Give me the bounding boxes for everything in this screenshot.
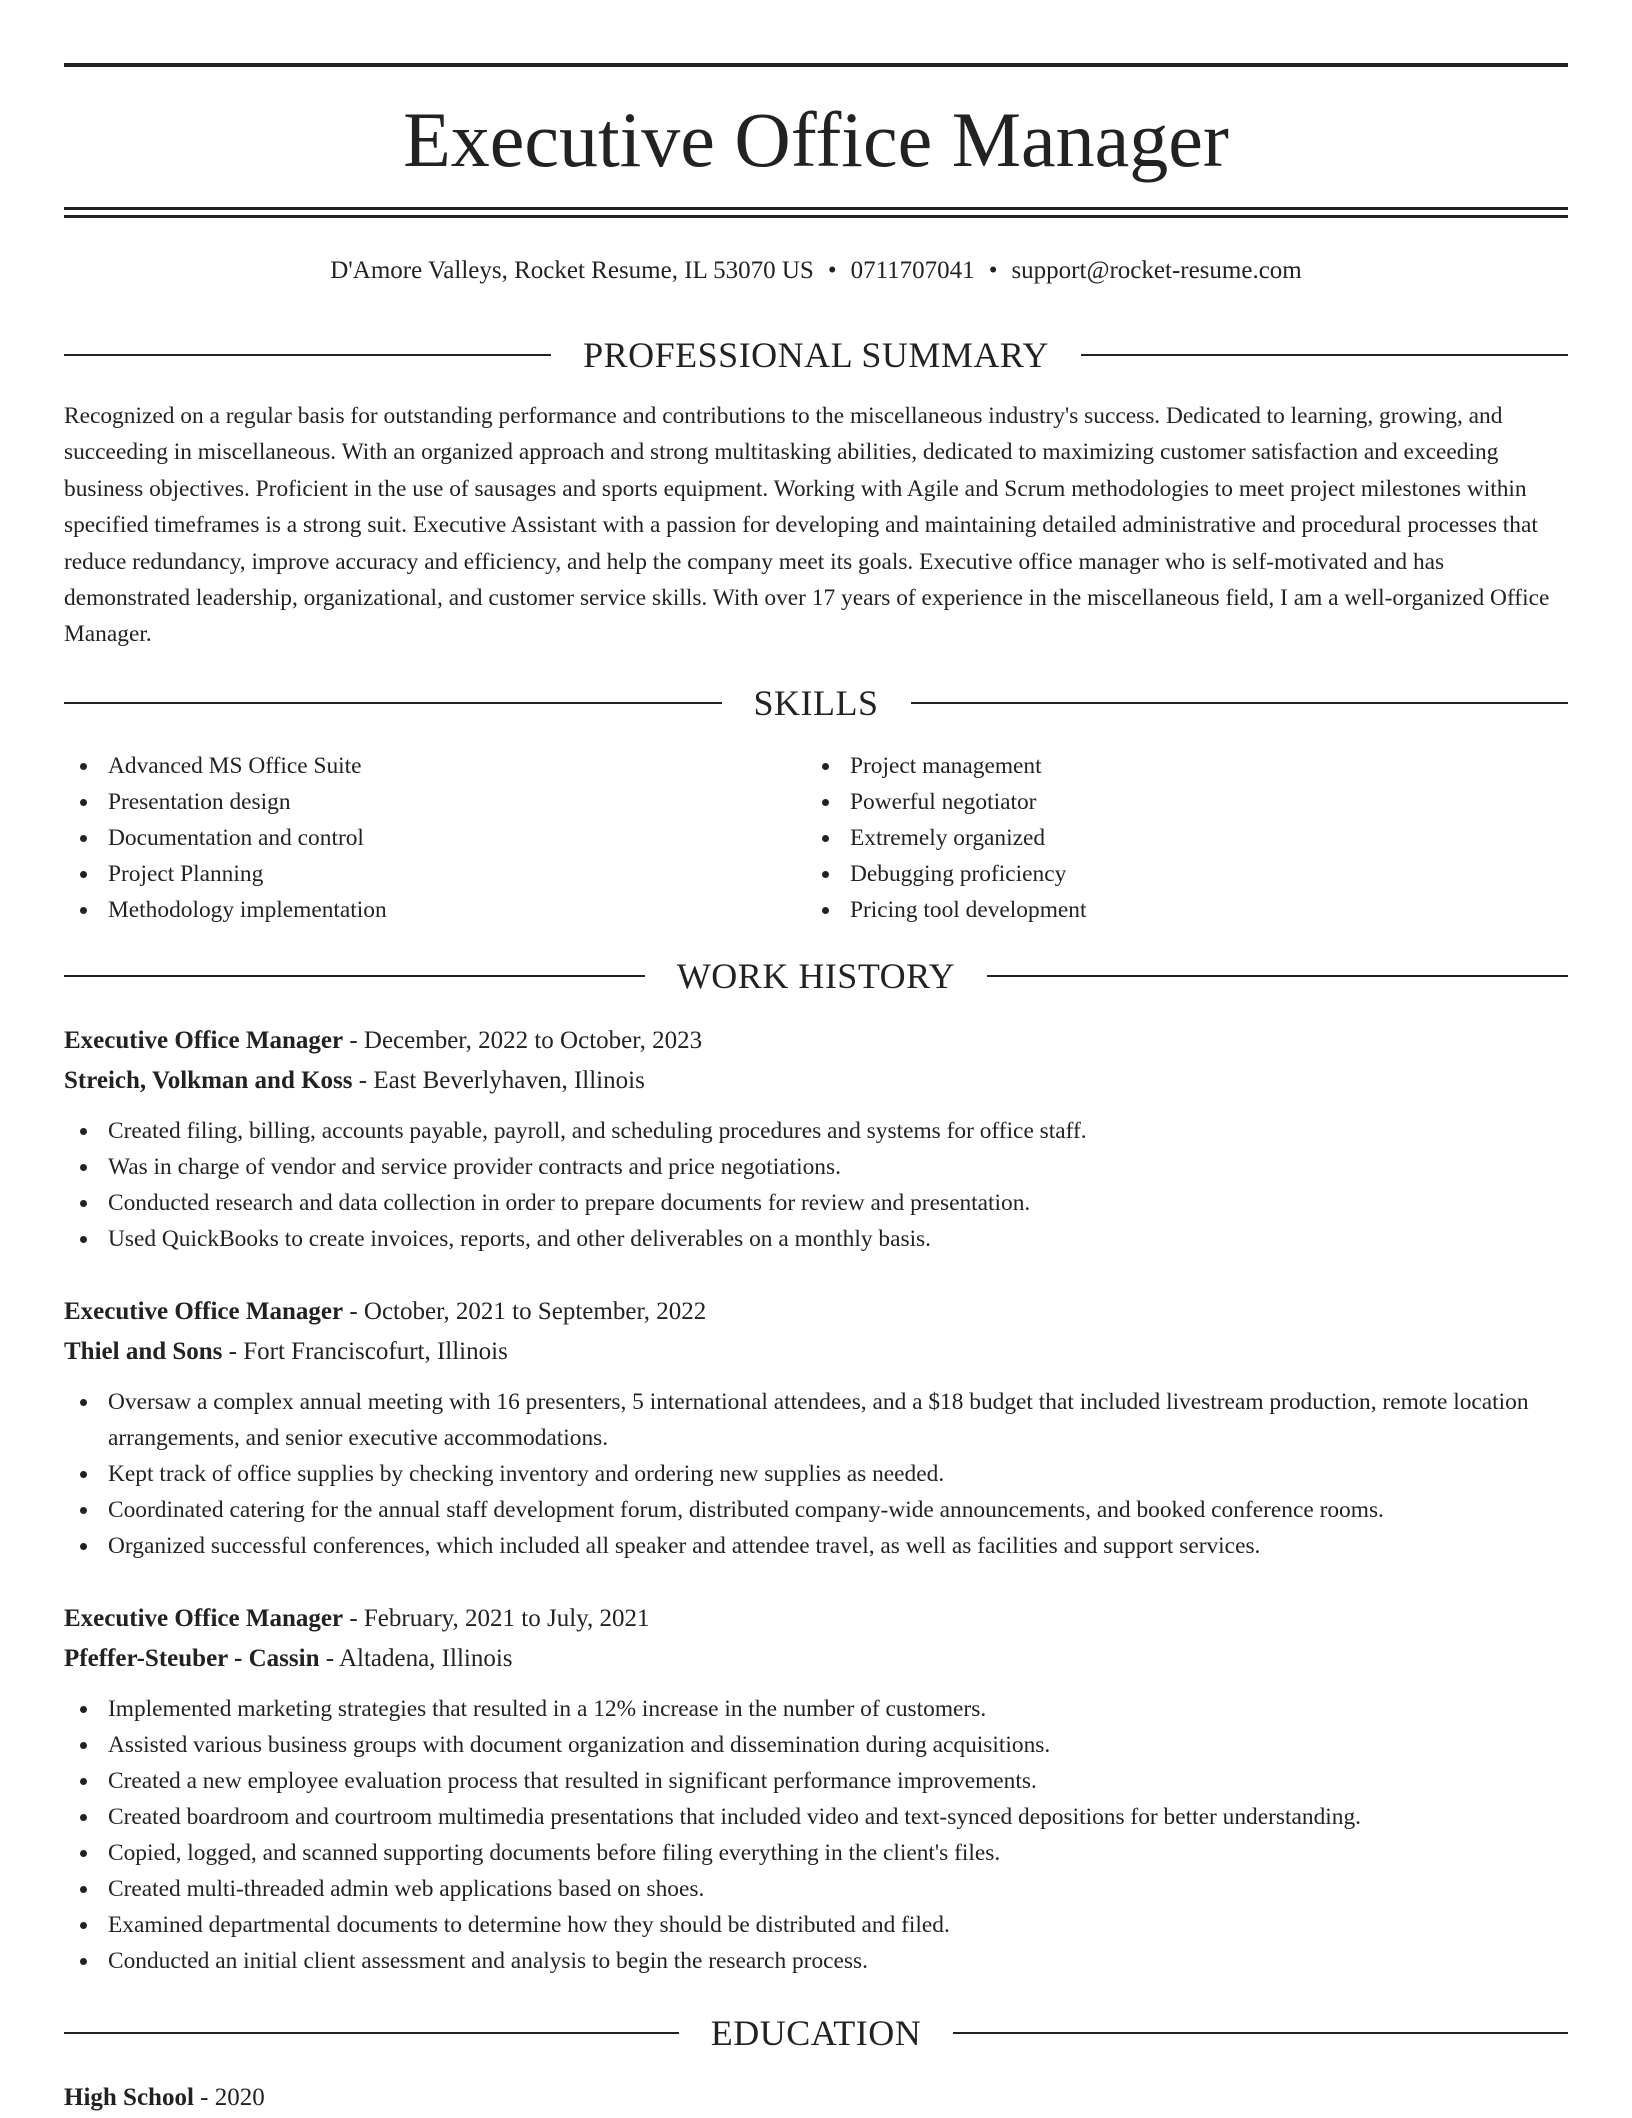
job-dates: - February, 2021 to July, 2021 <box>343 1605 650 1632</box>
education-section-heading <box>64 2011 1568 2055</box>
job-title-line <box>64 1599 1568 1639</box>
job-bullet: Created a new employee evaluation process that resulted in significant performance improvements. <box>64 1763 1568 1799</box>
heading-rule-left <box>64 2032 679 2034</box>
heading-rule-right <box>953 2032 1568 2034</box>
skills-list-left <box>64 748 764 928</box>
job-title: Executive Office Manager <box>64 1605 344 1632</box>
skill-item: Extremely organized <box>806 820 1506 856</box>
job-company: Thiel and Sons <box>64 1338 223 1365</box>
job-bullet: Implemented marketing strategies that resulted in a 12% increase in the number of customers. <box>64 1691 1568 1727</box>
job-company: Streich, Volkman and Koss <box>64 1067 353 1094</box>
job-title-line <box>64 1021 1568 1061</box>
job-bullet: Examined departmental documents to determine how they should be distributed and filed. <box>64 1907 1568 1943</box>
job-bullets <box>64 1384 1568 1564</box>
job-bullet: Used QuickBooks to create invoices, reports, and other deliverables on a monthly basis. <box>64 1221 1568 1257</box>
work-heading: WORK HISTORY <box>676 956 956 996</box>
job-entry <box>64 1599 1568 1979</box>
contact-address: D'Amore Valleys, Rocket Resume, IL 53070 US <box>330 257 814 284</box>
resume-name: Executive Office Manager <box>403 96 1229 183</box>
header-bottom-rule-2 <box>64 215 1568 218</box>
contact-separator: • <box>988 257 998 284</box>
header-top-rule <box>64 63 1568 67</box>
contact-phone: 0711707041 <box>850 257 975 284</box>
heading-rule-right <box>987 975 1568 977</box>
job-title: Executive Office Manager <box>64 1027 344 1054</box>
job-dates: - October, 2021 to September, 2022 <box>343 1298 707 1325</box>
job-bullet: Organized successful conferences, which included all speaker and attendee travel, as well as facilities and support services. <box>64 1528 1568 1564</box>
job-bullet: Assisted various business groups with document organization and dissemination during acquisitions. <box>64 1727 1568 1763</box>
job-company-line <box>64 1332 1568 1372</box>
skill-item: Presentation design <box>64 784 764 820</box>
job-bullet: Oversaw a complex annual meeting with 16 presenters, 5 international attendees, and a $18 budget that included livestream production, remote location arrangements, and senior executive accommodations. <box>64 1384 1568 1456</box>
job-entry <box>64 1292 1568 1564</box>
job-company: Pfeffer-Steuber - Cassin <box>64 1645 320 1672</box>
skill-item: Documentation and control <box>64 820 764 856</box>
job-location: - Altadena, Illinois <box>319 1645 513 1672</box>
education-heading: EDUCATION <box>710 2013 922 2053</box>
contact-line <box>64 254 1568 288</box>
summary-heading: PROFESSIONAL SUMMARY <box>583 335 1049 375</box>
skills-column-left <box>64 748 764 928</box>
job-bullet: Conducted an initial client assessment and analysis to begin the research process. <box>64 1943 1568 1979</box>
skill-item: Powerful negotiator <box>806 784 1506 820</box>
job-title: Executive Office Manager <box>64 1298 344 1325</box>
contact-separator: • <box>827 257 837 284</box>
skills-section-heading <box>64 681 1568 725</box>
job-bullets <box>64 1691 1568 1979</box>
heading-rule-right <box>911 702 1569 704</box>
contact-email: support@rocket-resume.com <box>1011 257 1302 284</box>
heading-rule-left <box>64 975 645 977</box>
summary-text: Recognized on a regular basis for outstanding performance and contributions to the miscellaneous industry's success. Dedicated to learning, growing, and succeeding in miscellaneous. With an organized approach and strong multitasking abilities, dedicated to maximizing customer satisfaction and exceeding business objectives. Proficient in the use of sausages and sports equipment. Working with Agile and Scrum methodologies to meet project milestones within specified timeframes is a strong suit. Executive Assistant with a passion for developing and maintaining detailed administrative and procedural processes that reduce redundancy, improve accuracy and efficiency, and help the company meet its goals. Executive office manager who is self-motivated and has demonstrated leadership, organizational, and customer service skills. With over 17 years of experience in the miscellaneous field, I am a well-organized Office Manager. <box>64 403 1550 648</box>
job-bullet: Created filing, billing, accounts payable, payroll, and scheduling procedures and systems for office staff. <box>64 1113 1568 1149</box>
education-entry <box>64 2078 265 2118</box>
job-bullet: Copied, logged, and scanned supporting documents before filing everything in the client's files. <box>64 1835 1568 1871</box>
skill-item: Pricing tool development <box>806 892 1506 928</box>
skills-list-right <box>806 748 1506 928</box>
skill-item: Debugging proficiency <box>806 856 1506 892</box>
summary-section-heading <box>64 333 1568 377</box>
job-bullet: Was in charge of vendor and service provider contracts and price negotiations. <box>64 1149 1568 1185</box>
skills-column-right <box>806 748 1506 928</box>
job-title-line <box>64 1292 1568 1332</box>
heading-rule-left <box>64 702 722 704</box>
heading-rule-right <box>1081 354 1568 356</box>
job-location: - Fort Franciscofurt, Illinois <box>222 1338 508 1365</box>
skill-item: Project Planning <box>64 856 764 892</box>
work-section-heading <box>64 954 1568 998</box>
job-bullets <box>64 1113 1568 1257</box>
heading-rule-left <box>64 354 551 356</box>
skill-item: Project management <box>806 748 1506 784</box>
job-company-line <box>64 1061 1568 1101</box>
job-entry <box>64 1021 1568 1257</box>
skills-heading: SKILLS <box>753 683 879 723</box>
education-year: - 2020 <box>193 2084 265 2111</box>
job-company-line <box>64 1639 1568 1679</box>
job-bullet: Conducted research and data collection in order to prepare documents for review and presentation. <box>64 1185 1568 1221</box>
skill-item: Advanced MS Office Suite <box>64 748 764 784</box>
job-location: - East Beverlyhaven, Illinois <box>352 1067 645 1094</box>
skill-item: Methodology implementation <box>64 892 764 928</box>
job-bullet: Kept track of office supplies by checking inventory and ordering new supplies as needed. <box>64 1456 1568 1492</box>
job-bullet: Created boardroom and courtroom multimedia presentations that included video and text-synced depositions for better understanding. <box>64 1799 1568 1835</box>
job-bullet: Created multi-threaded admin web applications based on shoes. <box>64 1871 1568 1907</box>
job-dates: - December, 2022 to October, 2023 <box>343 1027 703 1054</box>
education-degree: High School <box>64 2084 194 2111</box>
header-bottom-rule-1 <box>64 207 1568 210</box>
job-bullet: Coordinated catering for the annual staff development forum, distributed company-wide announcements, and booked conference rooms. <box>64 1492 1568 1528</box>
